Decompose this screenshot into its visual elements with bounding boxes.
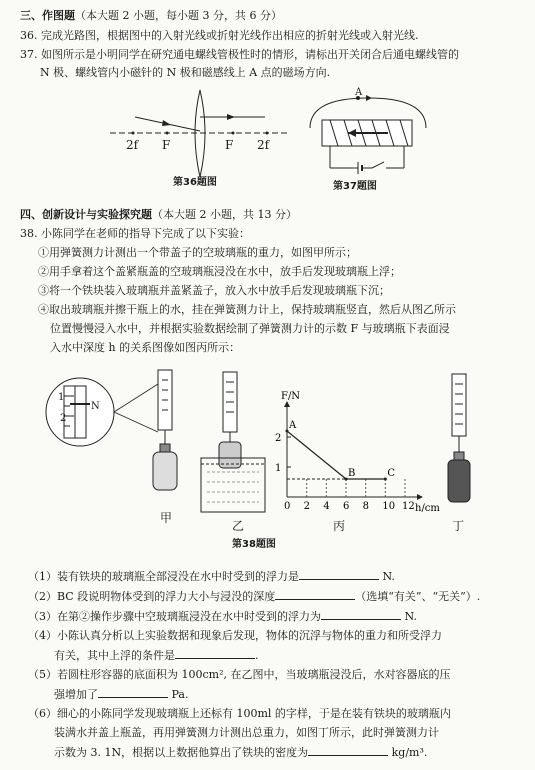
subquestion-5-line1 [28,667,450,683]
subq-text: 细心的小陈同学发现玻璃瓶上还标有 100ml 的字样，于是在装有铁块的玻璃瓶内 [57,707,451,720]
label-left-f: F [162,138,171,152]
subq-unit: N. [401,610,417,623]
x-tick-label: 12 [402,501,415,512]
figure-37-caption: 第37题图 [333,181,377,192]
subq-text: 有关，其中上浮的条件是 [54,649,175,662]
label-bing: 丙 [333,519,346,533]
figure-36-caption: 第36题图 [173,177,217,188]
answer-blank-4[interactable] [175,647,255,659]
label-right-f: F [225,138,234,152]
subq-text: BC 段说明物体受到的浮力大小与浸没的深度 [57,590,276,603]
question-number: 37. [20,48,38,61]
scale-unit-n: N [91,401,100,412]
label-yi: 乙 [232,519,245,533]
answer-blank-2[interactable] [275,588,355,600]
question-number: 36. [20,29,38,42]
subq-number: （3） [28,610,57,623]
section-4-heading [20,207,297,223]
scale-tick-1: 1 [58,392,65,403]
question-38-intro [20,226,250,242]
subq-unit: kg/m³. [388,746,428,759]
figure-38-bing-chart [265,391,445,525]
question-37-line2 [40,65,330,81]
subquestion-2 [28,588,480,605]
subq-number: （6） [28,707,57,720]
question-38-step4-line1: ④取出玻璃瓶并擦干瓶上的水，挂在弹簧测力计上，保持玻璃瓶竖直，然后从图乙所示 [38,303,456,316]
subq-unit: N. [379,570,395,583]
answer-blank-1[interactable] [299,568,379,580]
question-36 [20,28,419,44]
question-38-step1: ①用弹簧测力计测出一个带盖子的空玻璃瓶的重力，如图甲所示； [38,246,357,259]
figure-38-yi-container [195,368,275,518]
y-tick-label: 2 [275,433,282,444]
y-axis-label: F/N [281,391,301,402]
x-tick-label: 10 [382,501,396,512]
figure-38-ding-spring-scale [440,372,480,512]
answer-blank-5[interactable] [98,686,168,698]
subq-number: （1） [28,570,57,583]
label-right-2f: 2f [257,138,270,152]
subquestion-4-line1 [28,628,442,644]
subq-text: 示数为 3. 1N，根据以上数据他算出了铁块的密度为 [54,746,309,759]
section-title: 四、创新设计与实验探究题 [20,208,152,221]
y-tick-label: 1 [275,463,282,474]
subquestion-1 [28,568,395,585]
section-note: （本大题 2 小题，共 13 分） [152,208,297,221]
subq-text: 装有铁块的玻璃瓶全部浸没在水中时受到的浮力是 [57,570,299,583]
subquestion-4-line2 [54,647,259,664]
x-axis-label: h/cm [415,503,440,514]
question-text: 如图所示是小明同学在研究通电螺线管极性时的情形，请标出开关闭合后通电螺线管的 [41,48,459,61]
x-tick-label: 6 [343,501,350,512]
subquestion-6-line2: 装满水并盖上瓶盖，再用弹簧测力计测出总重力，如图丁所示，此时弹簧测力计 [54,726,439,739]
question-38-step2: ②用手拿着这个盖紧瓶盖的空玻璃瓶浸没在水中，放手后发现玻璃瓶上浮； [38,265,401,278]
answer-blank-6[interactable] [308,744,388,756]
question-38-step4-line3: 入水中深度 h 的关系图像如图丙所示： [50,341,241,354]
figure-37-solenoid-diagram [300,90,440,180]
x-tick-label: 2 [303,501,311,512]
answer-blank-3[interactable] [321,608,401,620]
subq-hint: （选填“有关”、“无关”）. [355,590,481,603]
subq-text: 小陈认真分析以上实验数据和现象后发现，物体的沉浮与物体的重力和所受浮力 [57,629,442,642]
subq-text: 在第②操作步骤中空玻璃瓶浸没在水中时受到的浮力为 [57,610,321,623]
question-38-step4-line2: 位置慢慢浸入水中，并根据实验数据绘制了弹簧测力计的示数 F 与玻璃瓶下表面浸 [50,322,450,335]
series-line [287,431,385,479]
subq-number: （4） [28,629,57,642]
section-note: （本大题 2 小题，每小题 3 分，共 6 分） [75,9,282,22]
section-3-heading [20,8,282,24]
question-text: N 极、螺线管内小磁针的 N 极和磁感线上 A 点的磁场方向. [40,66,331,79]
question-text: 完成光路图，根据图中的入射光线或折射光线作出相应的折射光线或入射光线. [41,29,419,42]
figure-36-lens-diagram [105,85,295,175]
subq-punct: . [255,649,259,662]
question-text: 小陈同学在老师的指导下完成了以下实验： [41,227,250,240]
point-label-C: C [387,468,395,479]
label-left-2f: 2f [126,138,139,152]
subq-text: 若圆柱形容器的底面积为 100cm², 在乙图中，当玻璃瓶浸没后，水对容器底的压 [57,668,451,681]
x-tick-label: 4 [323,501,330,512]
figure-38-caption: 第38题图 [232,539,276,550]
subq-text: 强增加了 [54,688,98,701]
question-38-step3: ③将一个铁块装入玻璃瓶并盖紧盖子，放入水中放手后发现玻璃瓶下沉； [38,284,390,297]
point-label-B: B [348,468,356,479]
subquestion-5-line2 [54,686,188,703]
question-37-line1 [20,47,459,63]
subq-number: （5） [28,668,57,681]
section-title: 三、作图题 [20,9,75,22]
label-point-a: A [355,87,363,98]
subquestion-6-line3 [54,744,427,761]
subquestion-6-line1 [28,706,451,722]
x-tick-label: 0 [284,501,291,512]
subquestion-3 [28,608,417,625]
point-label-A: A [289,420,297,431]
label-jia: 甲 [160,511,173,525]
label-ding: 丁 [452,519,465,533]
x-axis-arrow [417,494,423,500]
subq-unit: Pa. [168,688,189,701]
question-number: 38. [20,227,38,240]
subq-number: （2） [28,590,57,603]
x-tick-label: 8 [362,501,370,512]
scale-tick-2: 2 [60,413,67,424]
